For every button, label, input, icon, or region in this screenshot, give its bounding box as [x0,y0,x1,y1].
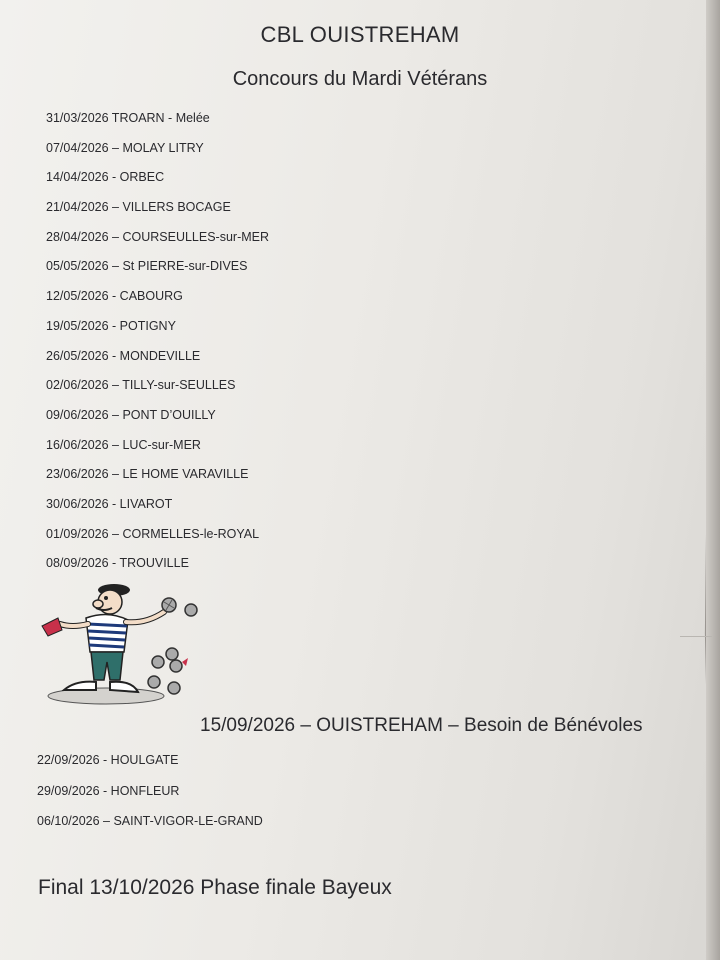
schedule-item: 06/10/2026 – SAINT-VIGOR-LE-GRAND [37,814,263,828]
schedule-item: 21/04/2026 – VILLERS BOCAGE [46,200,231,215]
schedule-item: 08/09/2026 - TROUVILLE [46,556,189,571]
schedule-item: 28/04/2026 – COURSEULLES-sur-MER [46,229,270,244]
schedule-item: 29/09/2026 - HONFLEUR [37,783,180,798]
schedule-item: 07/04/2026 – MOLAY LITRY [46,140,204,155]
schedule-item: 02/06/2026 – TILLY-sur-SEULLES [46,378,236,393]
schedule-item: 09/06/2026 – PONT D’OUILLY [46,407,216,422]
schedule-item: 12/05/2026 - CABOURG [46,289,183,304]
schedule-list-after [37,751,263,843]
schedule-item: 23/06/2026 – LE HOME VARAVILLE [46,467,249,482]
schedule-item: 30/06/2026 - LIVAROT [46,496,173,511]
final-event: Final 13/10/2026 Phase finale Bayeux [38,876,392,899]
document-title: CBL OUISTREHAM [260,22,460,47]
document-subtitle: Concours du Mardi Vétérans [232,68,488,90]
schedule-list [46,109,269,584]
schedule-item: 19/05/2026 - POTIGNY [46,318,176,333]
schedule-item: 16/06/2026 – LUC-sur-MER [46,437,201,452]
schedule-item: 14/04/2026 - ORBEC [46,170,165,185]
schedule-item: 31/03/2026 TROARN - Melée [46,111,210,125]
highlight-event: 15/09/2026 – OUISTREHAM – Besoin de Bénévoles [200,715,643,736]
schedule-item: 26/05/2026 - MONDEVILLE [46,348,201,363]
paper-edge-shadow [706,0,720,960]
schedule-item: 22/09/2026 - HOULGATE [37,753,179,767]
petanque-player-illustration [36,580,206,710]
paper-fold-line [680,636,712,637]
schedule-item: 05/05/2026 – St PIERRE-sur-DIVES [46,259,248,274]
schedule-item: 01/09/2026 – CORMELLES-le-ROYAL [46,526,260,541]
